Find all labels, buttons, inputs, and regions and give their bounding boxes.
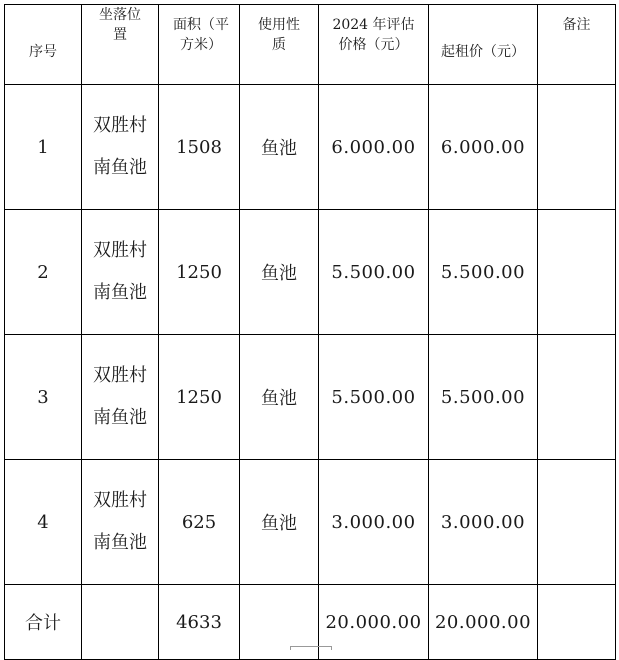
cell-seq: 2 (5, 210, 82, 335)
cell-usage: 鱼池 (240, 85, 319, 210)
cell-valuation: 5.500.00 (319, 210, 429, 335)
cell-valuation: 6.000.00 (319, 85, 429, 210)
cell-remark (538, 210, 616, 335)
cell-area: 625 (159, 460, 240, 585)
table-row (5, 210, 616, 335)
header-location: 坐落位置 (82, 5, 159, 85)
total-area: 4633 (159, 585, 240, 660)
cell-location: 双胜村南鱼池 (82, 210, 159, 335)
cell-remark (538, 335, 616, 460)
header-valuation: 2024 年评估价格（元） (319, 5, 429, 85)
table-row (5, 460, 616, 585)
table-row (5, 335, 616, 460)
cell-start-rent: 3.000.00 (429, 460, 538, 585)
cell-start-rent: 5.500.00 (429, 335, 538, 460)
table-row (5, 85, 616, 210)
fishpond-rent-table (4, 4, 616, 660)
cell-valuation: 3.000.00 (319, 460, 429, 585)
cell-area: 1250 (159, 335, 240, 460)
total-location (82, 585, 159, 660)
cell-usage: 鱼池 (240, 335, 319, 460)
cell-usage: 鱼池 (240, 210, 319, 335)
cell-seq: 3 (5, 335, 82, 460)
total-label: 合计 (5, 585, 82, 660)
header-seq: 序号 (5, 5, 82, 85)
cell-start-rent: 5.500.00 (429, 210, 538, 335)
table-header-row (5, 5, 616, 85)
cell-remark (538, 460, 616, 585)
cell-seq: 1 (5, 85, 82, 210)
cell-location: 双胜村南鱼池 (82, 460, 159, 585)
cell-location: 双胜村南鱼池 (82, 85, 159, 210)
total-valuation: 20.000.00 (319, 585, 429, 660)
header-start-rent: 起租价（元） (429, 5, 538, 85)
header-area: 面积（平方米） (159, 5, 240, 85)
header-remark: 备注 (538, 5, 616, 85)
cell-valuation: 5.500.00 (319, 335, 429, 460)
total-start-rent: 20.000.00 (429, 585, 538, 660)
cell-area: 1508 (159, 85, 240, 210)
cell-location: 双胜村南鱼池 (82, 335, 159, 460)
total-remark (538, 585, 616, 660)
page-edge-mark (290, 646, 332, 650)
header-usage: 使用性质 (240, 5, 319, 85)
cell-start-rent: 6.000.00 (429, 85, 538, 210)
cell-seq: 4 (5, 460, 82, 585)
cell-usage: 鱼池 (240, 460, 319, 585)
cell-remark (538, 85, 616, 210)
cell-area: 1250 (159, 210, 240, 335)
